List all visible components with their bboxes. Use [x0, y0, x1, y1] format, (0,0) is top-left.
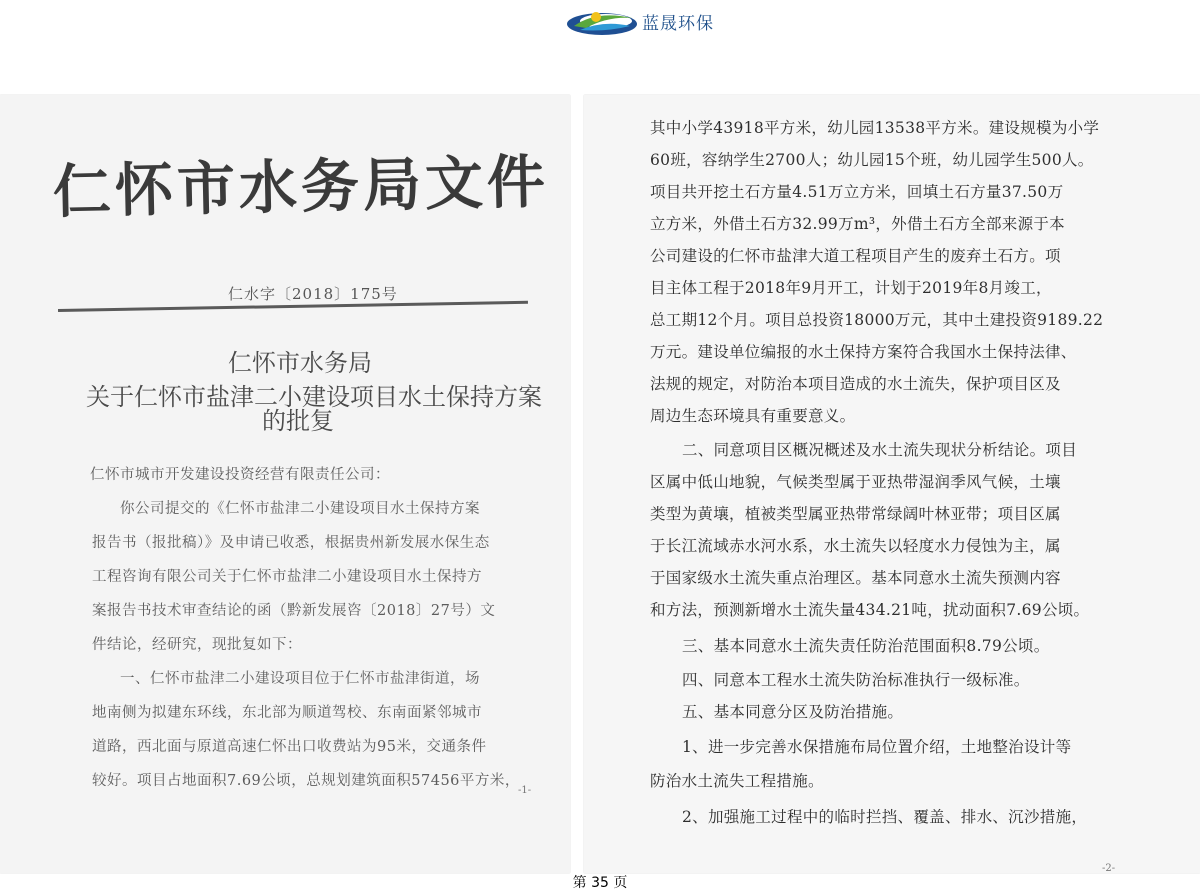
body-line: 目主体工程于2018年9月开工，计划于2019年8月竣工，: [650, 279, 1052, 297]
body-line: 地南侧为拟建东环线，东北部为顺道驾校、东南面紧邻城市: [92, 705, 482, 721]
body-line: 五、基本同意分区及防治措施。: [682, 703, 904, 721]
body-line: 二、同意项目区概况概述及水土流失现状分析结论。项目: [682, 441, 1078, 459]
body-line: 类型为黄壤，植被类型属亚热带常绿阔叶林亚带；项目区属: [650, 505, 1061, 523]
body-line: 2、加强施工过程中的临时拦挡、覆盖、排水、沉沙措施，: [682, 808, 1088, 826]
body-line: 公司建设的仁怀市盐津大道工程项目产生的废弃土石方。项: [650, 247, 1061, 265]
body-line: 周边生态环境具有重要意义。: [650, 407, 856, 425]
body-line: 总工期12个月。项目总投资18000万元，其中土建投资9189.22: [650, 311, 1104, 329]
body-line: 项目共开挖土石方量4.51万立方米，回填土石方量37.50万: [650, 183, 1064, 201]
body-line: 较好。项目占地面积7.69公顷，总规划建筑面积57456平方米，: [92, 773, 520, 789]
brand-name: 蓝晟环保: [642, 14, 714, 34]
body-line: 60班，容纳学生2700人；幼儿园15个班，幼儿园学生500人。: [650, 151, 1094, 169]
document-title: 仁怀市水务局文件: [52, 147, 550, 226]
page-mark: -1-: [518, 785, 532, 796]
body-line: 一、仁怀市盐津二小建设项目位于仁怀市盐津街道，场: [120, 671, 480, 687]
body-line: 件结论，经研究，现批复如下：: [92, 637, 302, 653]
scanned-page-left: [0, 95, 570, 873]
body-line: 1、进一步完善水保措施布局位置介绍，土地整治设计等: [682, 738, 1072, 756]
body-line: 于长江流域赤水河水系，水土流失以轻度水力侵蚀为主，属: [650, 537, 1061, 555]
body-line: 报告书（报批稿）》及申请已收悉，根据贵州新发展水保生态: [92, 535, 490, 551]
page-mark: -2-: [1102, 863, 1116, 873]
body-line: 防治水土流失工程措施。: [650, 772, 824, 790]
body-line: 案报告书技术审查结论的函（黔新发展咨〔2018〕27号）文: [92, 603, 496, 619]
body-line: 和方法，预测新增水土流失量434.21吨，扰动面积7.69公顷。: [650, 601, 1090, 619]
body-line: 于国家级水土流失重点治理区。基本同意水土流失预测内容: [650, 569, 1061, 587]
scanned-page-right: [584, 95, 1200, 873]
body-line: 立方米，外借土石方32.99万m³，外借土石方全部来源于本: [650, 215, 1065, 233]
page-number: 第 35 页: [572, 875, 628, 891]
body-line: 仁怀市城市开发建设投资经营有限责任公司：: [90, 467, 390, 483]
body-line: 四、同意本工程水土流失防治标准执行一级标准。: [682, 671, 1030, 689]
document-number: 仁水字〔2018〕175号: [228, 285, 398, 303]
body-line: 其中小学43918平方米，幼儿园13538平方米。建设规模为小学: [650, 119, 1100, 137]
body-line: 道路，西北面与原道高速仁怀出口收费站为95米，交通条件: [92, 739, 487, 755]
body-line: 区属中低山地貌，气候类型属于亚热带湿润季风气候，土壤: [650, 473, 1061, 491]
body-line: 万元。建设单位编报的水土保持方案符合我国水土保持法律、: [650, 343, 1077, 361]
page-header: [0, 0, 1200, 40]
body-line: 工程咨询有限公司关于仁怀市盐津二小建设项目水土保持方: [92, 569, 482, 585]
company-logo-icon: [566, 6, 638, 36]
body-line: 你公司提交的《仁怀市盐津二小建设项目水土保持方案: [120, 501, 480, 517]
subject-line: 仁怀市水务局: [228, 349, 372, 377]
subject-line: 的批复: [262, 407, 334, 435]
subject-line: 关于仁怀市盐津二小建设项目水土保持方案: [86, 383, 542, 411]
body-line: 三、基本同意水土流失责任防治范围面积8.79公顷。: [682, 637, 1050, 655]
body-line: 法规的规定，对防治本项目造成的水土流失，保护项目区及: [650, 375, 1061, 393]
